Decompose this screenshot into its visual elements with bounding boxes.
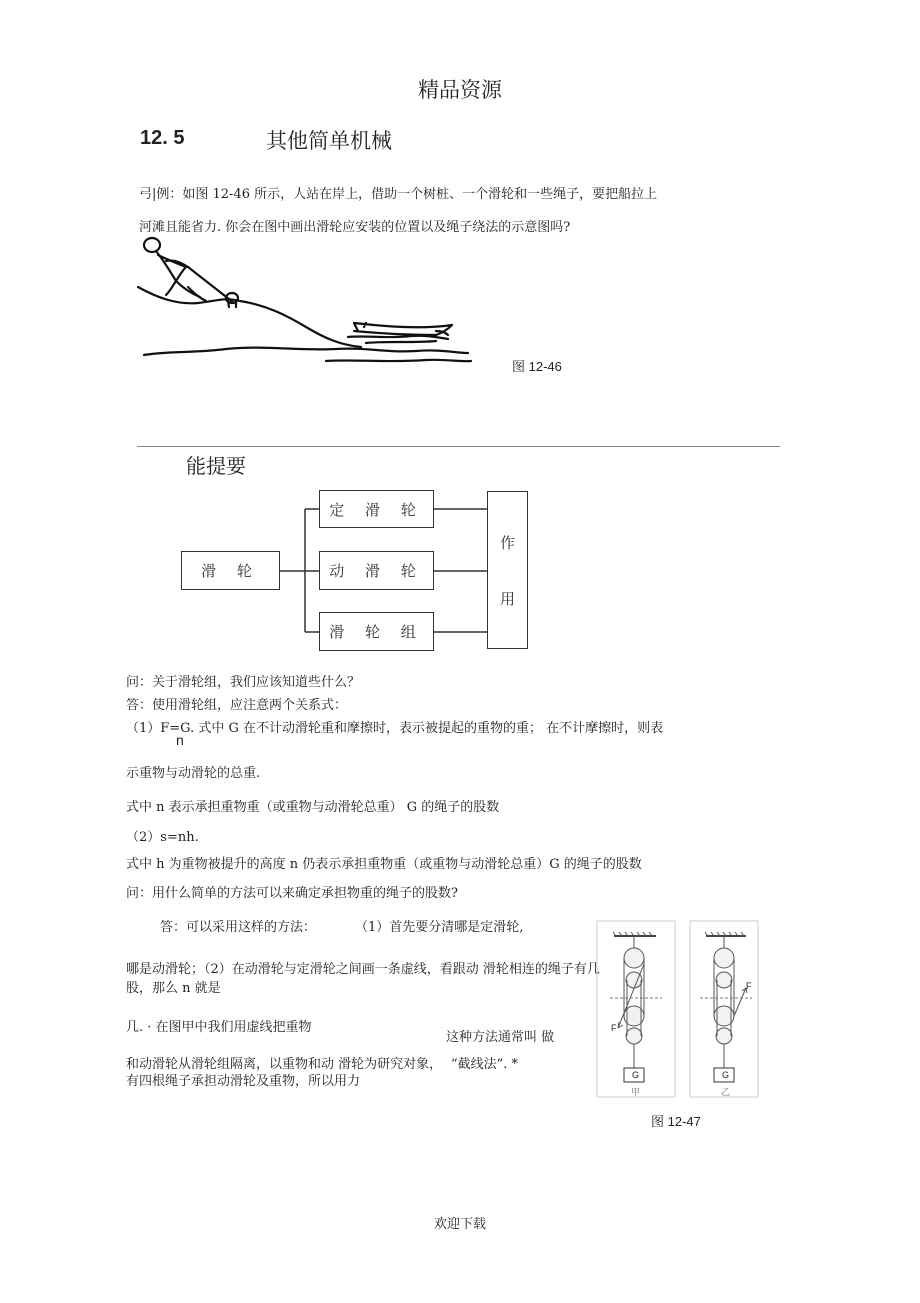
h-definition: 式中 h 为重物被提升的高度 n 仍表示承担重物重（或重物与动滑轮总重）G 的绳子的股数: [126, 857, 642, 872]
example-line-1: 弓|例：如图 12-46 所示，人站在岸上，借助一个树桩、一个滑轮和一些绳子，要把船拉上: [139, 187, 658, 202]
diagram-function-top: 作: [499, 533, 515, 552]
diagram-function-bottom: 用: [499, 589, 515, 608]
question-1: 问：关于滑轮组，我们应该知道些什么？: [126, 675, 361, 690]
answer-1: 答：使用滑轮组，应注意两个关系式：: [126, 698, 348, 713]
paragraph-left-3: 有四根绳子承担动滑轮及重物，所以用力: [126, 1074, 361, 1089]
yi-weight-label: G: [722, 1070, 730, 1080]
section-title: 其他简单机械: [266, 129, 392, 153]
yi-fixed-pulley-1: [714, 948, 734, 968]
page-footer: 欢迎下载: [433, 1217, 486, 1232]
diagram-pulley-block: 滑 轮 组: [319, 612, 434, 651]
panel-yi-label: 乙: [721, 1088, 731, 1098]
diagram-function-box: [487, 491, 528, 649]
diagram-root-pulley: 滑 轮: [181, 551, 280, 590]
diagram-movable-pulley: 动 滑 轮: [319, 551, 434, 590]
section-number: 12. 5: [140, 127, 185, 149]
paragraph-left-2: 和动滑轮从滑轮组隔离，以重物和动 滑轮为研究对象，: [126, 1057, 443, 1072]
paragraph-right-2: “截线法”. *: [451, 1057, 519, 1072]
formula-1-denominator: n: [176, 732, 184, 748]
formula-1-continued: 示重物与动滑轮的总重.: [126, 766, 261, 781]
jia-force-label: F: [611, 1023, 617, 1033]
diagram-fixed-pulley: 定 滑 轮: [319, 490, 434, 528]
formula-2: （2）s=nh.: [126, 830, 199, 845]
jia-weight-label: G: [632, 1070, 640, 1080]
answer-2-left: 答：可以采用这样的方法：: [160, 920, 317, 935]
example-line-2: 河滩且能省力. 你会在图中画出滑轮应安装的位置以及绳子绕法的示意图吗?: [139, 220, 571, 235]
figure-12-47-illustration: [596, 920, 760, 1100]
figure-12-47-caption: 图 12-47: [651, 1114, 701, 1129]
paragraph-right-1: 这种方法通常叫 做: [446, 1030, 555, 1045]
answer-2-right: （1）首先要分清哪是定滑轮,: [355, 920, 524, 935]
jia-fixed-pulley-1: [624, 948, 644, 968]
panel-jia-label: 甲: [631, 1088, 641, 1098]
question-2: 问：用什么简单的方法可以来确定承担物重的绳子的股数?: [126, 886, 458, 901]
page-header-title: 精品资源: [418, 78, 502, 102]
key-points-heading: 能提要: [186, 454, 246, 478]
figure-12-46-caption: 图 12-46: [512, 359, 562, 374]
answer-2-line-2: 哪是动滑轮；（2）在动滑轮与定滑轮之间画一条虚线，看跟动 滑轮相连的绳子有几: [126, 962, 600, 977]
answer-2-line-3: 股，那么 n 就是: [126, 981, 221, 996]
paragraph-left-1: 几. · 在图甲中我们用虚线把重物: [126, 1020, 312, 1035]
yi-force-label: F: [746, 981, 752, 991]
n-definition: 式中 n 表示承担重物重（或重物与动滑轮总重） G 的绳子的股数: [126, 800, 500, 815]
formula-1: （1）F=G. 式中 G 在不计动滑轮重和摩擦时，表示被提起的重物的重； 在不计摩擦时，则表: [126, 721, 664, 736]
